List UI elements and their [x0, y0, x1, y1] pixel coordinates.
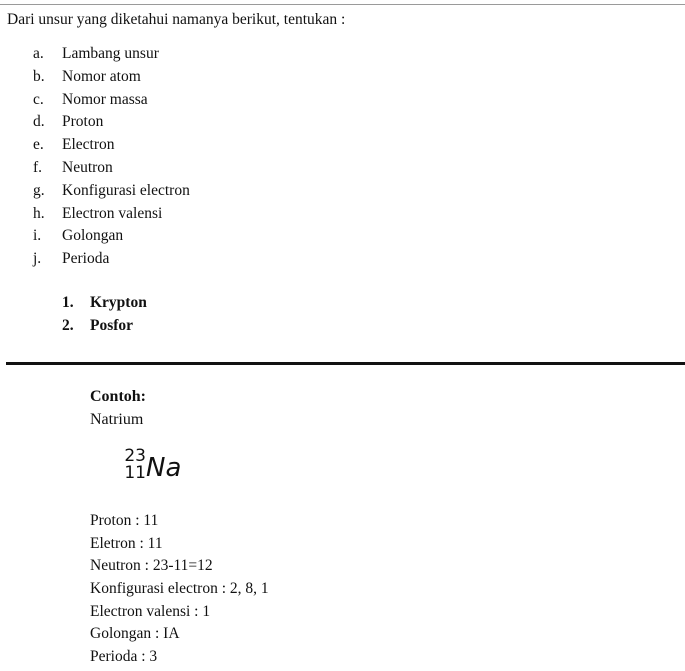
task-text: Perioda — [62, 250, 110, 268]
mass-number: 23 — [124, 446, 146, 466]
fact-group: Golongan : IA — [90, 625, 180, 643]
nuclide-notation — [122, 448, 212, 488]
element-number: 2. — [62, 317, 74, 334]
task-letter: b. — [33, 67, 45, 85]
task-text: Electron valensi — [62, 204, 163, 222]
example-title: Contoh: — [90, 388, 147, 405]
task-letter: d. — [33, 113, 45, 131]
task-letter: a. — [33, 45, 44, 62]
task-letter: h. — [33, 204, 45, 222]
task-letter: f. — [33, 158, 43, 176]
task-text: Electron — [62, 136, 115, 154]
fact-valence: Electron valensi : 1 — [90, 602, 211, 620]
task-letter: i. — [33, 227, 42, 245]
task-text: Proton — [62, 113, 104, 131]
task-letter: e. — [33, 136, 44, 154]
top-rule — [0, 4, 685, 5]
task-text: Nomor massa — [62, 90, 148, 108]
section-divider — [6, 362, 685, 365]
fact-electron: Eletron : 11 — [90, 534, 163, 552]
task-text: Neutron — [62, 158, 113, 176]
fact-configuration: Konfigurasi electron : 2, 8, 1 — [90, 580, 269, 598]
element-name: Krypton — [90, 294, 147, 311]
example-element-name: Natrium — [90, 411, 144, 428]
element-number: 1. — [62, 294, 74, 311]
example-facts — [90, 512, 269, 671]
atomic-number: 11 — [124, 463, 146, 483]
task-letter: j. — [33, 250, 42, 268]
task-text: Lambang unsur — [62, 45, 159, 62]
task-letter: g. — [33, 181, 45, 199]
element-symbol: Na — [146, 453, 182, 483]
fact-neutron: Neutron : 23-11=12 — [90, 557, 213, 575]
example-section — [90, 388, 269, 666]
task-text: Nomor atom — [62, 67, 141, 85]
task-text: Konfigurasi electron — [62, 181, 190, 199]
instruction-text: Dari unsur yang diketahui namanya berikut, tentukan : — [7, 11, 346, 28]
task-text: Golongan — [62, 227, 124, 245]
fact-proton: Proton : 11 — [90, 512, 159, 529]
fact-period: Perioda : 3 — [90, 648, 158, 666]
task-letter: c. — [33, 90, 44, 108]
element-name: Posfor — [90, 317, 134, 334]
